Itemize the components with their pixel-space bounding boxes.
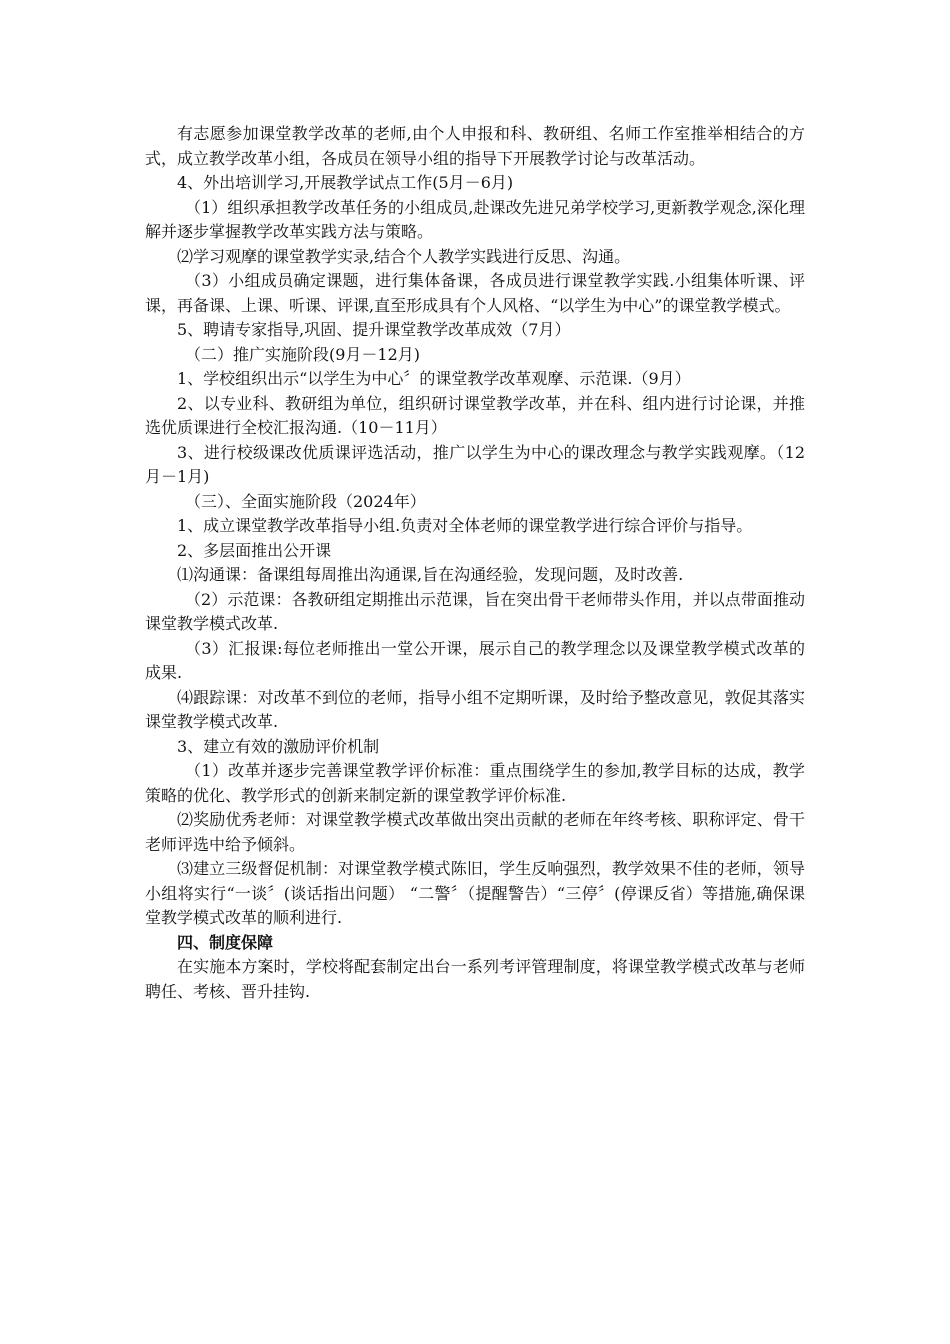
paragraph: （2）示范课：各教研组定期推出示范课，旨在突出骨干老师带头作用，并以点带面推动课堂教学模式改革. <box>145 589 805 633</box>
paragraph: （1）组织承担教学改革任务的小组成员,赴课改先进兄弟学校学习,更新教学观念,深化理解并逐步掌握教学改革实践方法与策略。 <box>145 197 805 241</box>
paragraph: ⑷跟踪课：对改革不到位的老师，指导小组不定期听课，及时给予整改意见，敦促其落实课堂教学模式改革. <box>145 687 805 731</box>
paragraph: 在实施本方案时，学校将配套制定出台一系列考评管理制度，将课堂教学模式改革与老师聘任、考核、晋升挂钩. <box>145 957 805 1001</box>
paragraph: 4、外出培训学习,开展教学试点工作(5月－6月) <box>177 173 514 192</box>
paragraph: 1、成立课堂教学改革指导小组.负责对全体老师的课堂教学进行综合评价与指导。 <box>177 516 753 535</box>
paragraph: 有志愿参加课堂教学改革的老师,由个人申报和科、教研组、名师工作室推举相结合的方式，成立教学改革小组，各成员在领导小组的指导下开展教学讨论与改革活动。 <box>145 124 805 168</box>
paragraph: ⑶建立三级督促机制：对课堂教学模式陈旧，学生反响强烈，教学效果不佳的老师，领导小组将实行“一谈〞(谈话指出问题） “二警〞（提醒警告）“三停〞(停课反省）等措施,确保课堂教学模式改革的顺利进行. <box>145 859 805 927</box>
paragraph: 2、多层面推出公开课 <box>177 540 332 560</box>
paragraph: ⑵学习观摩的课堂教学实录,结合个人教学实践进行反思、沟通。 <box>177 246 631 266</box>
paragraph: ⑵奖励优秀老师：对课堂教学模式改革做出突出贡献的老师在年终考核、职称评定、骨干老师评选中给予倾斜。 <box>145 810 805 854</box>
section-heading: （二）推广实施阶段(9月－12月) <box>185 344 421 364</box>
paragraph: （1）改革并逐步完善课堂教学评价标准：重点围绕学生的参加,教学目标的达成，教学策略的优化、教学形式的创新来制定新的课堂教学评价标准. <box>145 761 805 805</box>
paragraph: 2、以专业科、教研组为单位，组织研讨课堂教学改革，并在科、组内进行讨论课，并推选优质课进行全校汇报沟通.（10－11月） <box>145 393 805 437</box>
paragraph: 1、学校组织出示“以学生为中心〞的课堂教学改革观摩、示范课.（9月） <box>177 369 691 388</box>
paragraph: 3、建立有效的激励评价机制 <box>177 736 380 756</box>
section-heading: 四、制度保障 <box>177 932 274 952</box>
paragraph: 5、聘请专家指导,巩固、提升课堂教学改革成效（7月） <box>177 320 571 339</box>
section-heading: （三）、全面实施阶段（2024年） <box>185 491 426 511</box>
document-body <box>145 122 805 1004</box>
paragraph: （3）汇报课:每位老师推出一堂公开课，展示自己的教学理念以及课堂教学模式改革的成果. <box>145 638 805 682</box>
paragraph: （3）小组成员确定课题，进行集体备课，各成员进行课堂教学实践.小组集体听课、评课，再备课、上课、听课、评课,直至形成具有个人风格、“以学生为中心”的课堂教学模式。 <box>145 271 805 315</box>
paragraph: 3、进行校级课改优质课评选活动，推广以学生为中心的课改理念与教学实践观摩。（12月－1月) <box>145 442 805 486</box>
paragraph: ⑴沟通课：备课组每周推出沟通课,旨在沟通经验，发现问题，及时改善. <box>177 565 684 584</box>
